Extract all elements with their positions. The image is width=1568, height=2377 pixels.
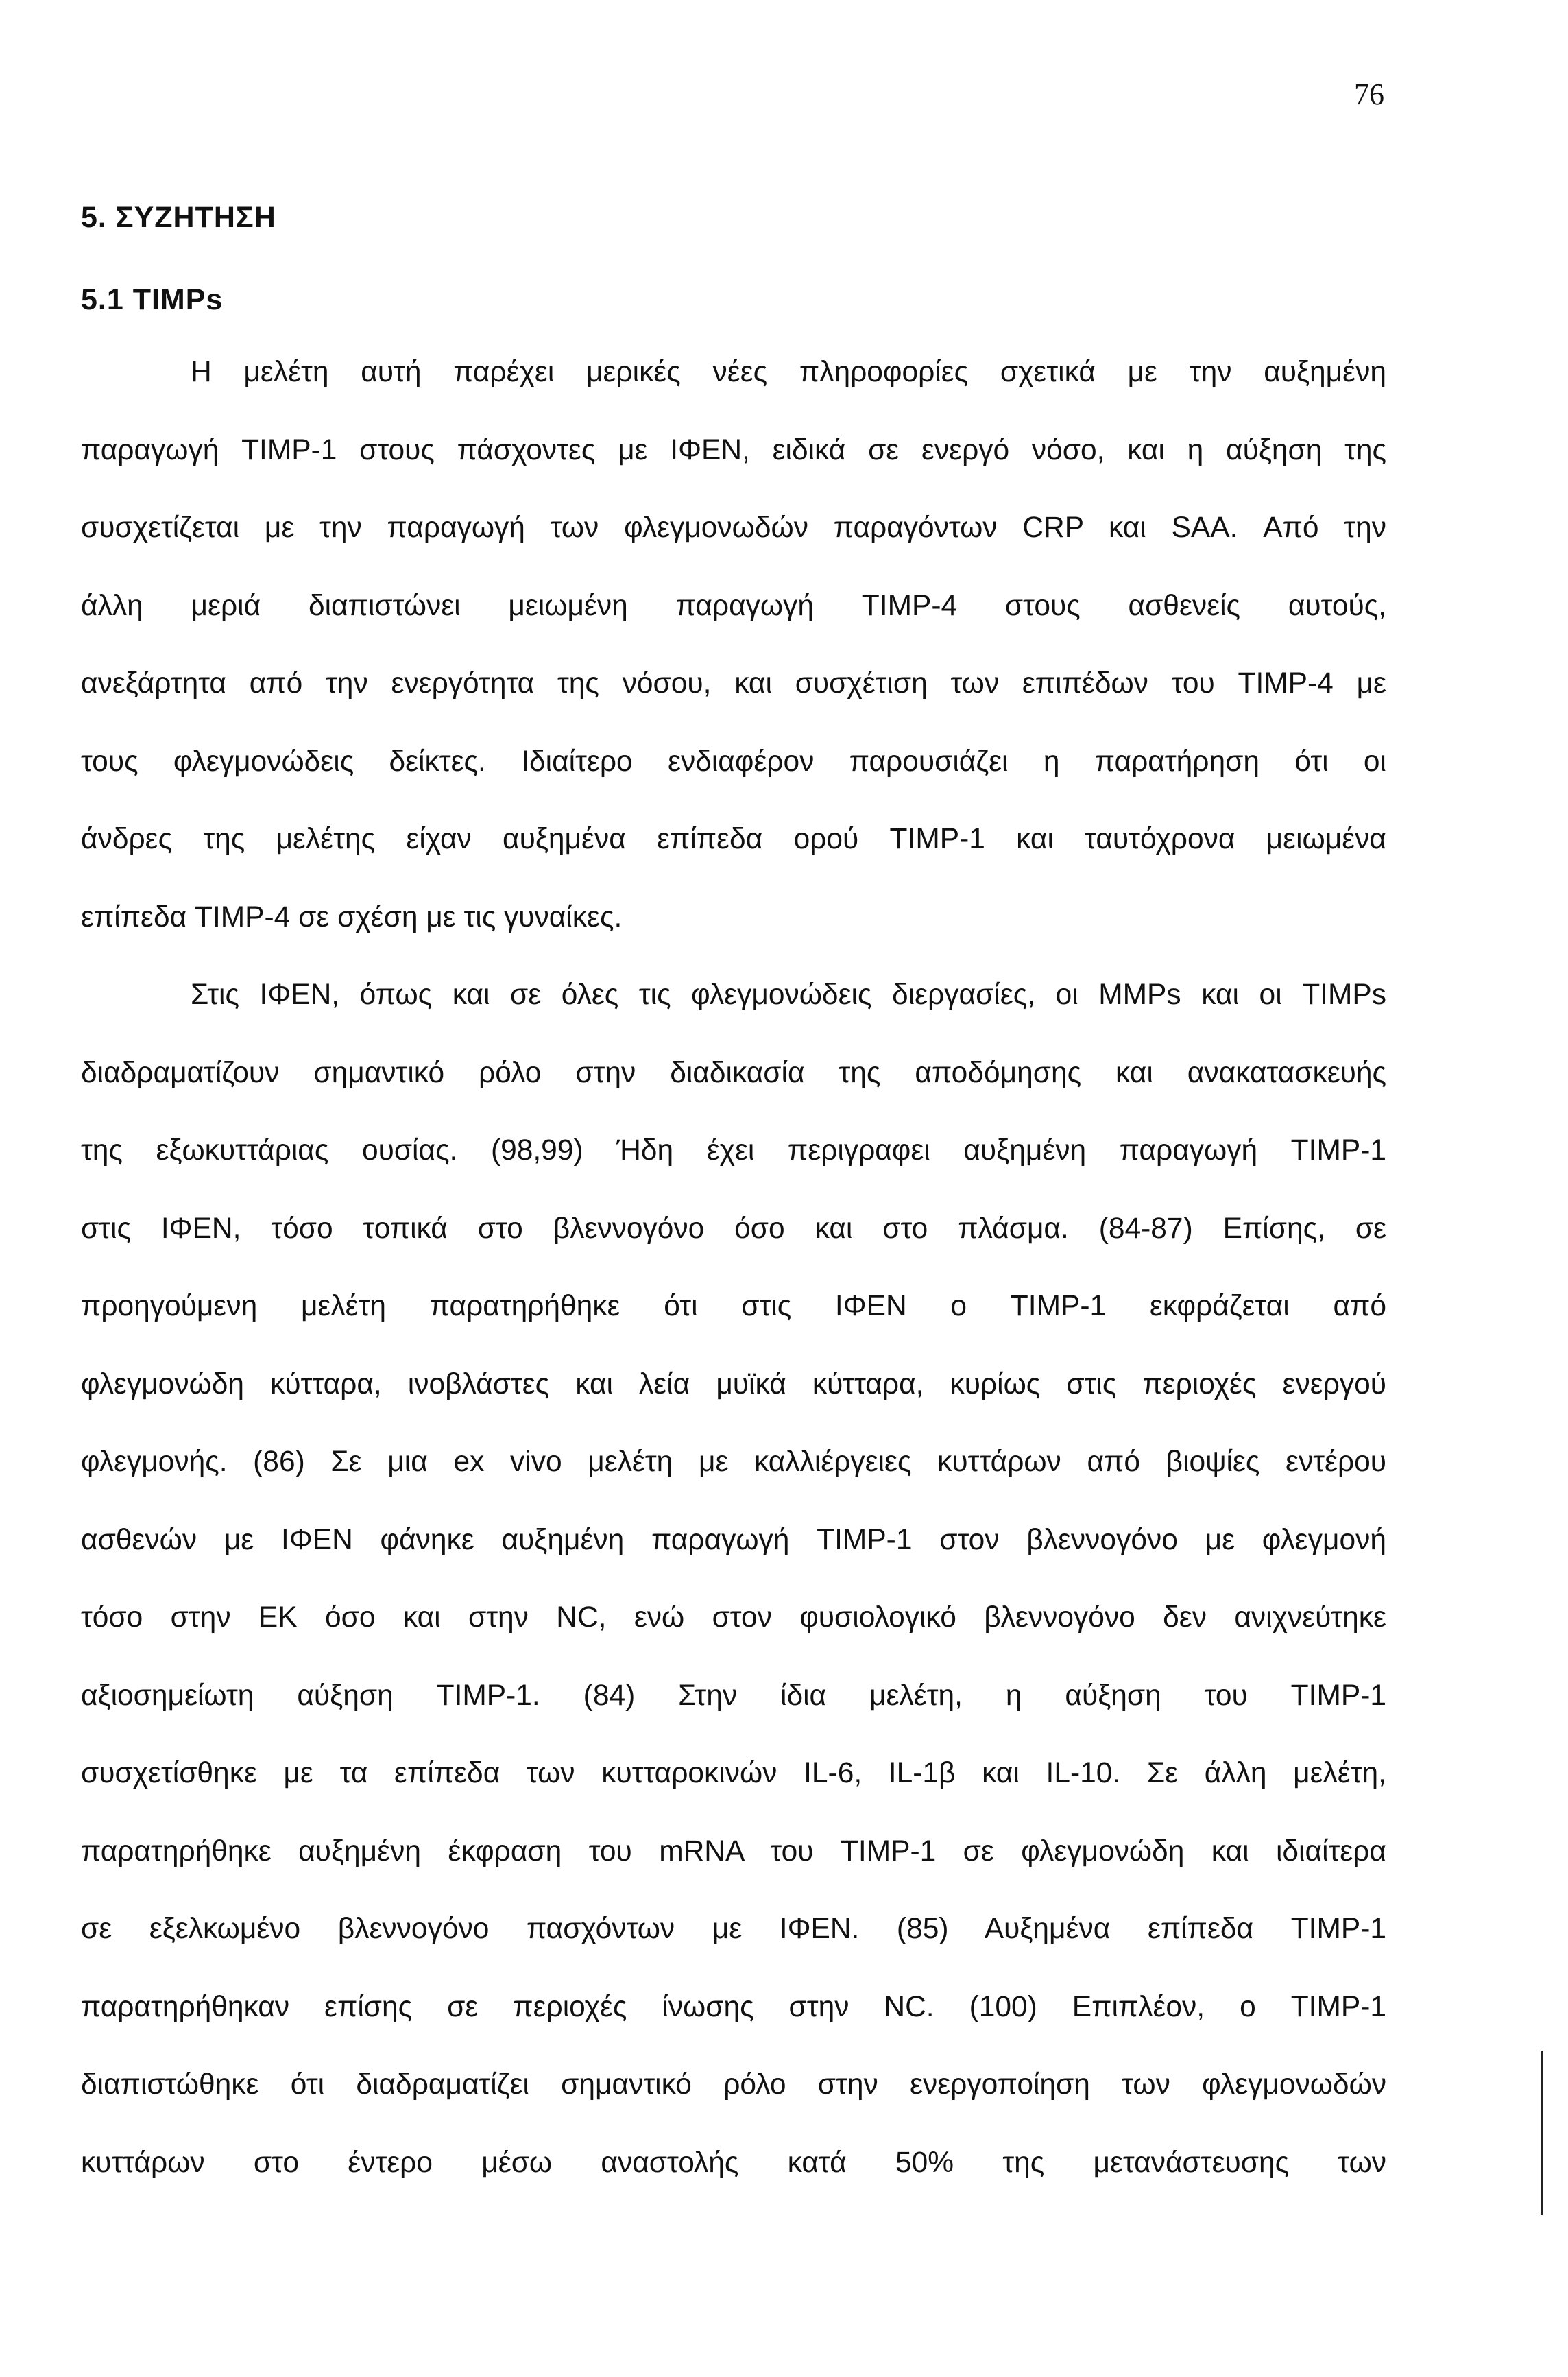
section-heading: 5.1 TIMPs [81,283,224,316]
text-line: ανεξάρτητα από την ενεργότητα της νόσου, και συσχέτιση των επιπέδων του TIMP-4 με [81,667,1386,700]
page-number: 76 [1354,77,1384,111]
chapter-heading: 5. ΣΥΖΗΤΗΣΗ [81,201,276,234]
text-line: κυττάρων στο έντερο μέσω αναστολής κατά 50% της μετανάστευσης των [81,2146,1386,2179]
text-line: συσχετίζεται με την παραγωγή των φλεγμονωδών παραγόντων CRP και SAA. Από την [81,512,1386,544]
text-line: φλεγμονής. (86) Σε μια ex vivo μελέτη με καλλιέργειες κυττάρων από βιοψίες εντέρου [81,1446,1386,1478]
text-line: φλεγμονώδη κύτταρα, ινοβλάστες και λεία μυϊκά κύτταρα, κυρίως στις περιοχές ενεργού [81,1367,1386,1400]
scan-edge-mark [1541,2051,1543,2215]
text-line: τους φλεγμονώδεις δείκτες. Ιδιαίτερο ενδιαφέρον παρουσιάζει η παρατήρηση ότι οι [81,745,1386,778]
text-line: άνδρες της μελέτης είχαν αυξημένα επίπεδα ορού TIMP-1 και ταυτόχρονα μειωμένα [81,823,1386,855]
text-line: διαπιστώθηκε ότι διαδραματίζει σημαντικό ρόλο στην ενεργοποίηση των φλεγμονωδών [81,2068,1386,2101]
text-line: Η μελέτη αυτή παρέχει μερικές νέες πληροφορίες σχετικά με την αυξημένη [191,356,1386,388]
text-line: ασθενών με ΙΦΕΝ φάνηκε αυξημένη παραγωγή TIMP-1 στον βλεννογόνο με φλεγμονή [81,1523,1386,1556]
text-line: διαδραματίζουν σημαντικό ρόλο στην διαδικασία της αποδόμησης και ανακατασκευής [81,1056,1386,1089]
text-line: στις ΙΦΕΝ, τόσο τοπικά στο βλεννογόνο όσο και στο πλάσμα. (84-87) Επίσης, σε [81,1212,1386,1245]
text-line: τόσο στην ΕΚ όσο και στην NC, ενώ στον φυσιολογικό βλεννογόνο δεν ανιχνεύτηκε [81,1601,1386,1634]
text-line: συσχετίσθηκε με τα επίπεδα των κυτταροκινών IL-6, IL-1β και IL-10. Σε άλλη μελέτη, [81,1757,1386,1789]
text-line: παραγωγή TIMP-1 στους πάσχοντες με ΙΦΕΝ, ειδικά σε ενεργό νόσο, και η αύξηση της [81,433,1386,466]
text-line: επίπεδα TIMP-4 σε σχέση με τις γυναίκες. [81,900,623,933]
text-line: αξιοσημείωτη αύξηση TIMP-1. (84) Στην ίδια μελέτη, η αύξηση του TIMP-1 [81,1679,1386,1712]
text-line: παρατηρήθηκαν επίσης σε περιοχές ίνωσης στην NC. (100) Επιπλέον, ο TIMP-1 [81,1990,1386,2023]
text-line: προηγούμενη μελέτη παρατηρήθηκε ότι στις ΙΦΕΝ ο TIMP-1 εκφράζεται από [81,1290,1386,1322]
text-line: παρατηρήθηκε αυξημένη έκφραση του mRNA του TIMP-1 σε φλεγμονώδη και ιδιαίτερα [81,1835,1386,1867]
text-line: της εξωκυττάριας ουσίας. (98,99) Ήδη έχει περιγραφει αυξημένη παραγωγή TIMP-1 [81,1134,1386,1167]
text-line: σε εξελκωμένο βλεννογόνο πασχόντων με ΙΦΕΝ. (85) Αυξημένα επίπεδα TIMP-1 [81,1913,1386,1945]
text-line: Στις ΙΦΕΝ, όπως και σε όλες τις φλεγμονώδεις διεργασίες, οι MMPs και οι TIMPs [191,979,1386,1011]
text-line: άλλη μεριά διαπιστώνει μειωμένη παραγωγή TIMP-4 στους ασθενείς αυτούς, [81,589,1386,622]
